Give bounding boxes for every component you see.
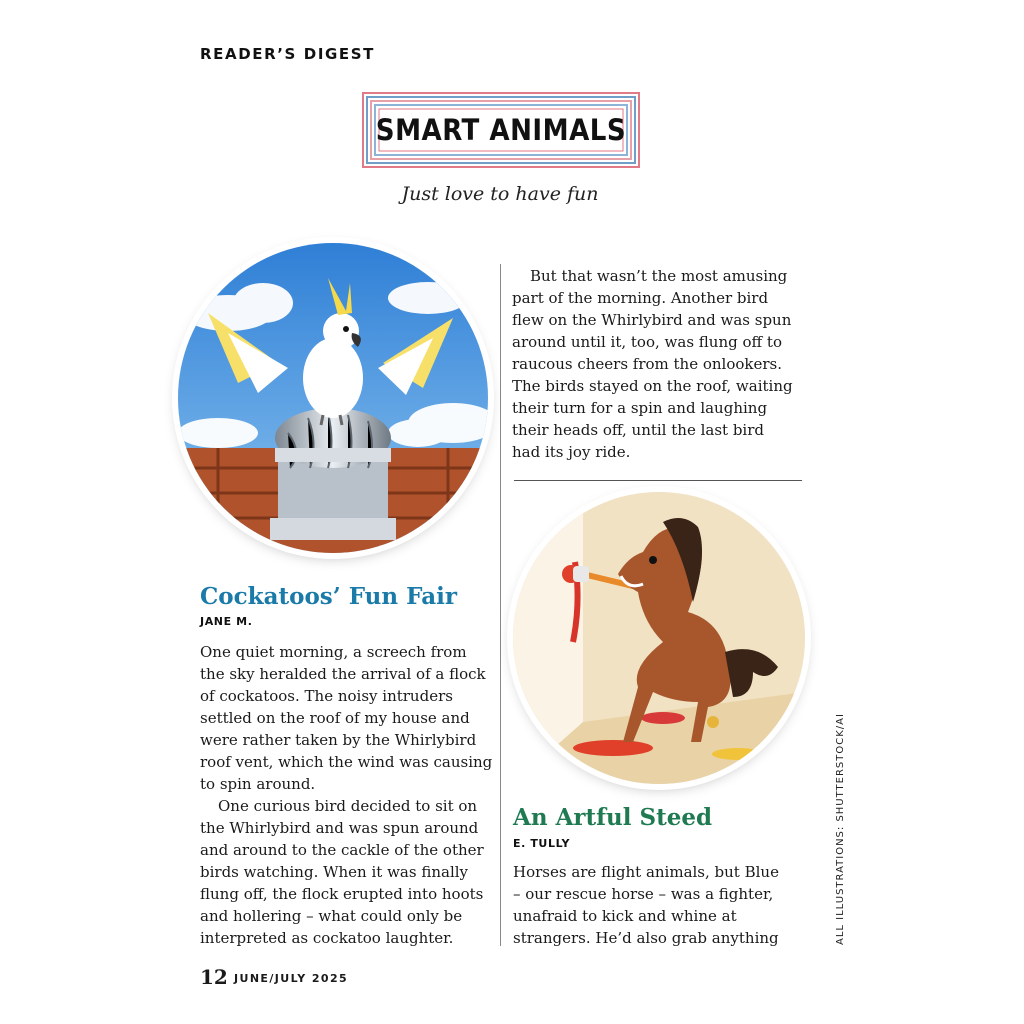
body-line: the Whirlybird and was spun around: [200, 819, 479, 837]
body-line: and hollering – what could only be: [200, 907, 463, 925]
body-line: But that wasn’t the most amusing: [530, 267, 788, 285]
section-title: SMART ANIMALS: [375, 113, 627, 147]
story-title-cockatoos: Cockatoos’ Fun Fair: [200, 583, 457, 610]
body-line: were rather taken by the Whirlybird: [200, 731, 477, 749]
body-line: part of the morning. Another bird: [512, 289, 769, 307]
body-line: One quiet morning, a screech from: [200, 643, 467, 661]
body-line: had its joy ride.: [512, 443, 631, 461]
column-divider: [500, 264, 501, 946]
body-line: roof vent, which the wind was causing: [200, 753, 493, 771]
body-line: raucous cheers from the onlookers.: [512, 355, 783, 373]
body-line: around until it, too, was flung off to: [512, 333, 782, 351]
body-line: interpreted as cockatoo laughter.: [200, 929, 454, 947]
page-number: 12: [200, 965, 228, 989]
body-line: and around to the cackle of the other: [200, 841, 484, 859]
body-line: strangers. He’d also grab anything: [513, 929, 779, 947]
story-byline-cockatoos: JANE M.: [200, 615, 253, 628]
body-line: flew on the Whirlybird and was spun: [512, 311, 792, 329]
story-body-cockatoos: [200, 641, 492, 949]
illustration-credit: ALL ILLUSTRATIONS: SHUTTERSTOCK/AI: [835, 713, 846, 945]
body-line: to spin around.: [200, 775, 316, 793]
body-line: the sky heralded the arrival of a flock: [200, 665, 486, 683]
cockatoo-illustration: [178, 243, 488, 553]
story-byline-steed: E. TULLY: [513, 837, 571, 850]
body-line: of cockatoos. The noisy intruders: [200, 687, 453, 705]
horse-illustration: [513, 492, 805, 784]
body-line: their heads off, until the last bird: [512, 421, 764, 439]
body-line: settled on the roof of my house and: [200, 709, 470, 727]
story-separator-rule: [514, 480, 802, 481]
running-head: READER’S DIGEST: [200, 45, 376, 63]
body-line: – our rescue horse – was a fighter,: [513, 885, 774, 903]
body-line: Horses are flight animals, but Blue: [513, 863, 779, 881]
body-line: unafraid to kick and whine at: [513, 907, 737, 925]
story-title-steed: An Artful Steed: [513, 804, 713, 831]
story-body-cockatoos-continued: [512, 265, 793, 463]
body-line: One curious bird decided to sit on: [218, 797, 478, 815]
body-line: birds watching. When it was finally: [200, 863, 469, 881]
story-body-steed: [513, 861, 779, 949]
body-line: their turn for a spin and laughing: [512, 399, 768, 417]
issue-date: JUNE/JULY 2025: [234, 972, 349, 985]
section-banner: [362, 92, 640, 168]
body-line: The birds stayed on the roof, waiting: [512, 377, 793, 395]
body-line: flung off, the flock erupted into hoots: [200, 885, 484, 903]
section-subtitle: Just love to have fun: [401, 183, 599, 205]
